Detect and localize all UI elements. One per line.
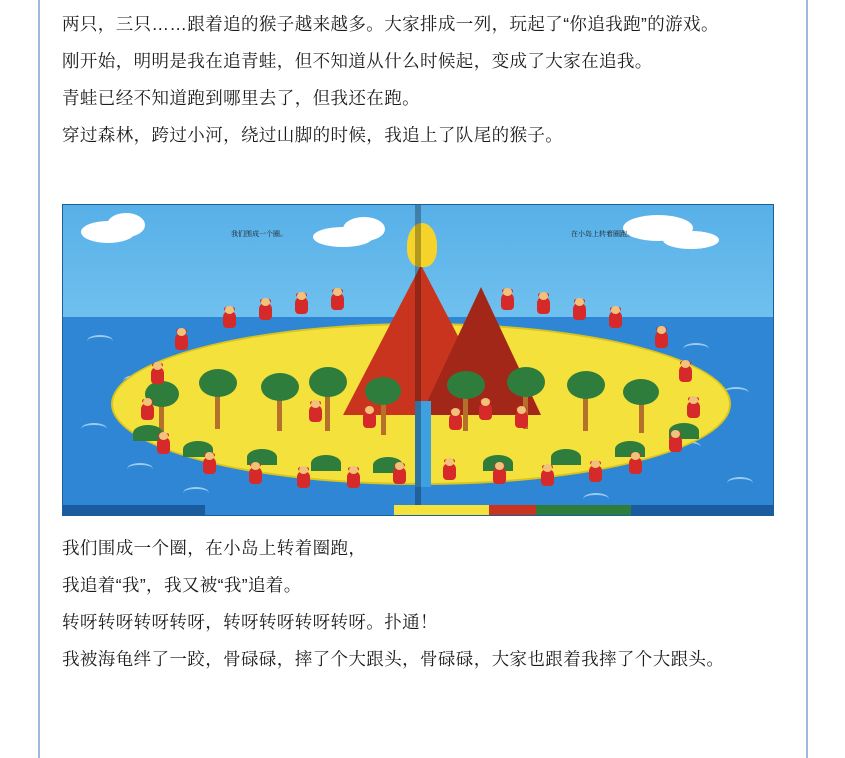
- tree-foliage: [507, 367, 545, 397]
- cloud-icon: [343, 217, 385, 241]
- palm-foliage: [311, 455, 341, 471]
- monkey-figure: [541, 469, 554, 486]
- monkey-figure: [479, 403, 492, 420]
- illustration-image: [62, 204, 774, 516]
- monkey-figure: [249, 467, 262, 484]
- bottom-text-block: [62, 516, 792, 678]
- paragraph: 两只，三只……跟着追的猴子越来越多。大家排成一列，玩起了“你追我跑”的游戏。: [62, 14, 719, 34]
- monkey-figure: [297, 471, 310, 488]
- monkey-figure: [669, 435, 682, 452]
- illustration-caption-right: 在小岛上转着圈跑。: [571, 231, 634, 238]
- tree-foliage: [261, 373, 299, 401]
- monkey-figure: [515, 411, 528, 428]
- wave-icon: [127, 463, 153, 469]
- monkey-figure: [141, 403, 154, 420]
- cloud-icon: [107, 213, 145, 237]
- monkey-figure: [537, 297, 550, 314]
- monkey-figure: [295, 297, 308, 314]
- monkey-figure: [151, 367, 164, 384]
- monkey-figure: [609, 311, 622, 328]
- tree-trunk: [583, 395, 588, 431]
- monkey-figure: [449, 413, 462, 430]
- monkey-figure: [309, 405, 322, 422]
- monkey-figure: [629, 457, 642, 474]
- palm-foliage: [615, 441, 645, 457]
- monkey-figure: [573, 303, 586, 320]
- wave-icon: [81, 423, 107, 429]
- monkey-figure: [393, 467, 406, 484]
- tree-trunk: [639, 401, 644, 433]
- tree-trunk: [325, 391, 330, 431]
- book-spine-shadow: [415, 205, 421, 515]
- palm-foliage: [551, 449, 581, 465]
- monkey-figure: [175, 333, 188, 350]
- tree-foliage: [567, 371, 605, 399]
- illustration-footer-swatches: [63, 505, 773, 515]
- tree-foliage: [447, 371, 485, 399]
- paragraph: 青蛙已经不知道跑到哪里去了，但我还在跑。: [62, 88, 420, 108]
- paragraph: 刚开始，明明是我在追青蛙，但不知道从什么时候起，变成了大家在追我。: [62, 51, 653, 71]
- monkey-figure: [655, 331, 668, 348]
- right-margin-rule: [806, 0, 808, 758]
- tree-foliage: [309, 367, 347, 397]
- monkey-figure: [589, 465, 602, 482]
- paragraph: 转呀转呀转呀转呀，转呀转呀转呀转呀。扑通！: [62, 612, 438, 632]
- monkey-figure: [501, 293, 514, 310]
- monkey-figure: [493, 467, 506, 484]
- tree-foliage: [365, 377, 401, 405]
- tree-trunk: [463, 395, 468, 431]
- paragraph: 我追着“我”，我又被“我”追着。: [62, 575, 302, 595]
- wave-icon: [583, 493, 609, 499]
- paragraph: 我们围成一个圈，在小岛上转着圈跑，: [62, 538, 367, 558]
- left-margin-rule: [38, 0, 40, 758]
- wave-icon: [727, 477, 753, 483]
- monkey-figure: [203, 457, 216, 474]
- monkey-figure: [363, 411, 376, 428]
- wave-icon: [183, 487, 209, 493]
- wave-icon: [87, 335, 113, 341]
- tree-foliage: [623, 379, 659, 405]
- monkey-figure: [347, 471, 360, 488]
- paragraph: 我被海龟绊了一跤，骨碌碌，摔了个大跟头，骨碌碌，大家也跟着我摔了个大跟头。: [62, 649, 725, 669]
- monkey-figure: [443, 463, 456, 480]
- lava-icon: [407, 223, 437, 267]
- illustration-caption-left: 我们围成一个圈。: [231, 231, 287, 238]
- monkey-figure: [259, 303, 272, 320]
- top-text-block: [62, 0, 792, 154]
- monkey-figure: [331, 293, 344, 310]
- paragraph: 穿过森林，跨过小河，绕过山脚的时候，我追上了队尾的猴子。: [62, 125, 564, 145]
- wave-icon: [683, 343, 709, 349]
- cloud-icon: [663, 231, 719, 249]
- tree-foliage: [199, 369, 237, 397]
- tree-trunk: [381, 401, 386, 435]
- page-content: [62, 0, 792, 758]
- monkey-figure: [679, 365, 692, 382]
- monkey-figure: [687, 401, 700, 418]
- monkey-figure: [157, 437, 170, 454]
- monkey-figure: [223, 311, 236, 328]
